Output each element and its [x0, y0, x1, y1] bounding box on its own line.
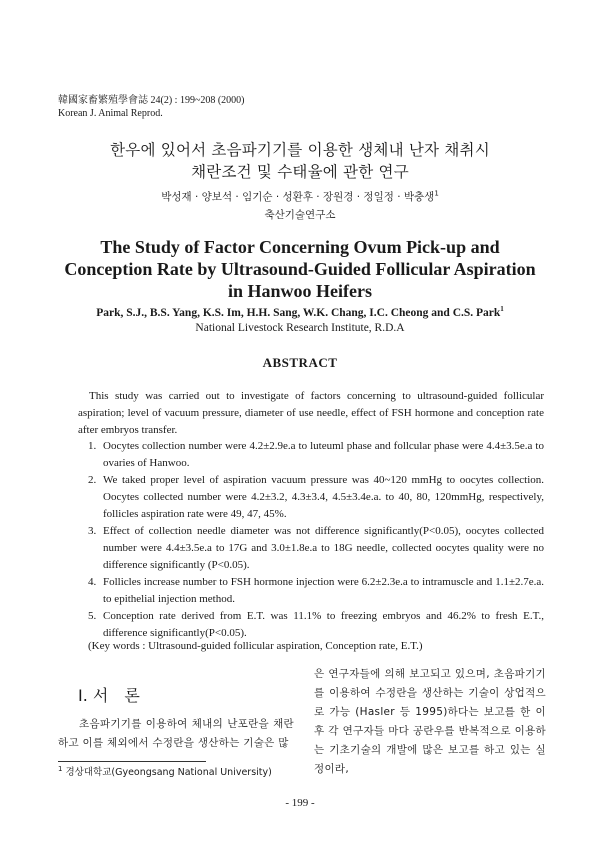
journal-citation-english: Korean J. Animal Reprod.	[58, 108, 163, 119]
abstract-finding	[88, 523, 544, 574]
korean-affiliation: 축산기술연구소	[264, 209, 336, 221]
english-title-line-3: in Hanwoo Heifers	[228, 281, 372, 301]
english-title-line-1: The Study of Factor Concerning Ovum Pick-up and	[100, 237, 500, 257]
journal-citation-korean: 韓國家畜繁殖學會誌 24(2) : 199~208 (2000)	[58, 95, 245, 106]
finding-number: 4.	[88, 576, 97, 588]
footnote-mark: 1	[58, 764, 63, 773]
page-number: - 199 -	[285, 797, 315, 809]
finding-text: Oocytes collection number were 4.2±2.9e.a to luteuml phase and follcular phase were 4.4±3.5e.a to ovaries of Hanwoo.	[103, 440, 544, 469]
footnote-rule	[58, 761, 206, 762]
abstract-findings-list	[88, 438, 544, 642]
korean-authors-names: 박성재 · 양보석 · 임기순 · 성환후 · 장원경 · 정일정 · 박충생	[161, 191, 435, 203]
english-title-line-2: Conception Rate by Ultrasound-Guided Follicular Aspiration	[64, 259, 536, 279]
english-authors-footnote-mark: 1	[500, 305, 504, 313]
finding-number: 1.	[88, 440, 97, 452]
abstract-intro-text: This study was carried out to investigate of factors concerning to ultrasound-guided follicular aspiration; level of vacuum pressure, diameter of use needle, effect of FSH hormone and conception rate after embryos transfer.	[78, 390, 544, 436]
journal-citation	[58, 94, 245, 120]
abstract-finding	[88, 472, 544, 523]
finding-number: 5.	[88, 610, 97, 622]
section-heading-introduction: Ⅰ. 서 론	[78, 686, 140, 705]
korean-title-line-2: 채란조건 및 수태율에 관한 연구	[191, 163, 409, 181]
korean-authors	[0, 189, 600, 204]
abstract-intro	[78, 388, 544, 439]
left-column-paragraph: 초음파기기를 이용하여 체내의 난포란을 채란하고 이를 체외에서 수정란을 생산하는 기술은 많	[58, 718, 294, 749]
right-column-paragraph: 은 연구자들에 의해 보고되고 있으며, 초음파기기를 이용하여 수정란을 생산하는 기술이 상업적으로 가능 (Hasler 등 1995)하다는 보고를 한 이후 각 연구자들 마다 공란우를 반복적으로 이용하는 기초기술의 개발에 많은 보고를 하고 있는 실정이라,	[314, 668, 546, 775]
english-affiliation: National Livestock Research Institute, R.D.A	[195, 322, 405, 334]
finding-number: 2.	[88, 474, 97, 486]
abstract-finding	[88, 438, 544, 472]
finding-text: Follicles increase number to FSH hormone injection were 6.2±2.3e.a to intramuscle and 1.1±2.7e.a. to epithelial injection method.	[103, 576, 544, 605]
finding-text: We taked proper level of aspiration vacuum pressure was 40~120 mmHg to oocytes collection. Oocytes collected number were 4.2±3.2, 4.3±3.4, 4.5±3.4e.a. to 40, 80, 120mmHg, respectively, follicles aspiration rate were 49, 47, 45%.	[103, 474, 544, 520]
english-authors-names: Park, S.J., B.S. Yang, K.S. Im, H.H. Sang, W.K. Chang, I.C. Cheong and C.S. Park	[96, 306, 501, 319]
abstract-finding	[88, 608, 544, 642]
english-authors	[0, 305, 600, 319]
abstract-finding	[88, 574, 544, 608]
korean-title-line-1: 한우에 있어서 초음파기기를 이용한 생체내 난자 채취시	[110, 141, 490, 159]
finding-number: 3.	[88, 525, 97, 537]
footnote	[58, 764, 272, 778]
abstract-heading: ABSTRACT	[262, 355, 338, 370]
finding-text: Effect of collection needle diameter was not difference significantly(P<0.05), oocytes collected number were 4.4±3.5e.a to 17G and 3.0±1.8e.a to 18G needle, collected oocytes quality were no difference significantly (P<0.05).	[103, 525, 544, 571]
footnote-text: 경상대학교(Gyeongsang National University)	[65, 767, 272, 778]
keywords: (Key words : Ultrasound-guided follicular aspiration, Conception rate, E.T.)	[88, 640, 423, 652]
korean-authors-footnote-mark: 1	[434, 189, 439, 198]
finding-text: Conception rate derived from E.T. was 11.1% to freezing embryos and 46.2% to fresh E.T., difference significantly(P<0.05).	[103, 610, 544, 639]
